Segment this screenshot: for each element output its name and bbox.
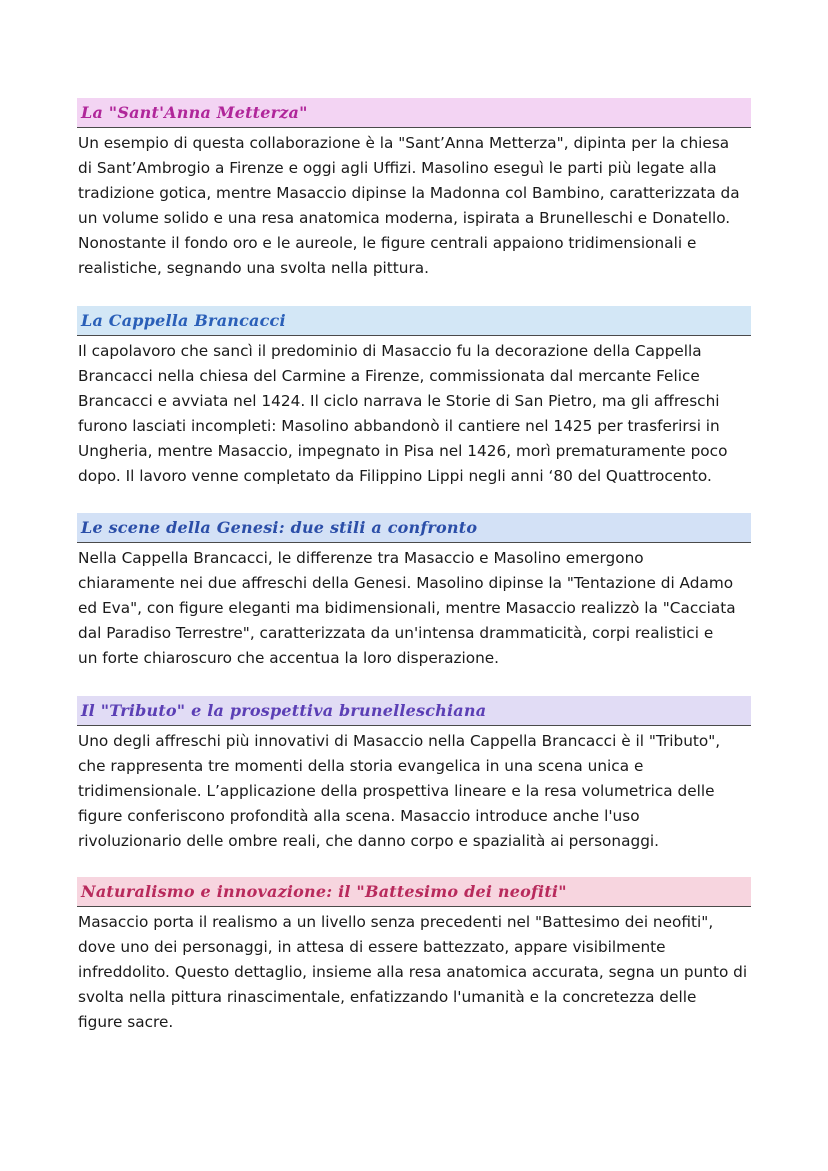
- body-line: figure conferiscono profondità alla scena. Masaccio introduce anche l'uso: [78, 807, 640, 825]
- body-line: svolta nella pittura rinascimentale, enfatizzando l'umanità e la concretezza delle: [78, 988, 697, 1006]
- body-line: Un esempio di questa collaborazione è la "Sant’Anna Metterza", dipinta per la chiesa: [78, 134, 730, 152]
- section-body: [78, 729, 751, 854]
- section-battesimo-neofiti: [77, 877, 751, 1035]
- section-body: [78, 339, 751, 489]
- section-scene-genesi: [77, 513, 751, 671]
- body-line: un forte chiaroscuro che accentua la loro disperazione.: [78, 649, 500, 667]
- body-line: Nonostante il fondo oro e le aureole, le figure centrali appaiono tridimensionali e: [78, 234, 697, 252]
- section-body: [78, 131, 751, 281]
- body-line: chiaramente nei due affreschi della Genesi. Masolino dipinse la "Tentazione di Adamo: [78, 574, 734, 592]
- body-line: dove uno dei personaggi, in attesa di essere battezzato, appare visibilmente: [78, 938, 666, 956]
- body-line: di Sant’Ambrogio a Firenze e oggi agli Uffizi. Masolino eseguì le parti più legate alla: [78, 159, 717, 177]
- section-heading: Naturalismo e innovazione: il "Battesimo dei neofiti": [77, 877, 751, 907]
- body-line: dal Paradiso Terrestre", caratterizzata da un'intensa drammaticità, corpi realistici e: [78, 624, 714, 642]
- body-line: Brancacci nella chiesa del Carmine a Firenze, commissionata dal mercante Felice: [78, 367, 700, 385]
- section-heading: Il "Tributo" e la prospettiva brunelleschiana: [77, 696, 751, 726]
- body-line: furono lasciati incompleti: Masolino abbandonò il cantiere nel 1425 per trasferirsi in: [78, 417, 720, 435]
- section-heading: La Cappella Brancacci: [77, 306, 751, 336]
- body-line: realistiche, segnando una svolta nella pittura.: [78, 259, 429, 277]
- body-line: Nella Cappella Brancacci, le differenze tra Masaccio e Masolino emergono: [78, 549, 644, 567]
- section-santanna-metterza: [77, 98, 751, 281]
- section-tributo: [77, 696, 751, 854]
- body-line: che rappresenta tre momenti della storia evangelica in una scena unica e: [78, 757, 644, 775]
- body-line: rivoluzionario delle ombre reali, che danno corpo e spazialità ai personaggi.: [78, 832, 660, 850]
- body-line: Ungheria, mentre Masaccio, impegnato in Pisa nel 1426, morì prematuramente poco: [78, 442, 728, 460]
- section-cappella-brancacci: [77, 306, 751, 489]
- body-line: Il capolavoro che sancì il predominio di Masaccio fu la decorazione della Cappella: [78, 342, 702, 360]
- body-line: un volume solido e una resa anatomica moderna, ispirata a Brunelleschi e Donatello.: [78, 209, 731, 227]
- body-line: tridimensionale. L’applicazione della prospettiva lineare e la resa volumetrica delle: [78, 782, 715, 800]
- body-line: ed Eva", con figure eleganti ma bidimensionali, mentre Masaccio realizzò la "Cacciata: [78, 599, 736, 617]
- section-body: [78, 546, 751, 671]
- body-line: Uno degli affreschi più innovativi di Masaccio nella Cappella Brancacci è il "Tributo",: [78, 732, 721, 750]
- body-line: Brancacci e avviata nel 1424. Il ciclo narrava le Storie di San Pietro, ma gli affreschi: [78, 392, 720, 410]
- section-body: [78, 910, 751, 1035]
- body-line: tradizione gotica, mentre Masaccio dipinse la Madonna col Bambino, caratterizzata da: [78, 184, 740, 202]
- section-heading: Le scene della Genesi: due stili a confronto: [77, 513, 751, 543]
- body-line: figure sacre.: [78, 1013, 174, 1031]
- section-heading: La "Sant'Anna Metterza": [77, 98, 751, 128]
- body-line: Masaccio porta il realismo a un livello senza precedenti nel "Battesimo dei neofiti",: [78, 913, 714, 931]
- body-line: infreddolito. Questo dettaglio, insieme alla resa anatomica accurata, segna un punto di: [78, 963, 748, 981]
- body-line: dopo. Il lavoro venne completato da Filippino Lippi negli anni ‘80 del Quattrocento.: [78, 467, 712, 485]
